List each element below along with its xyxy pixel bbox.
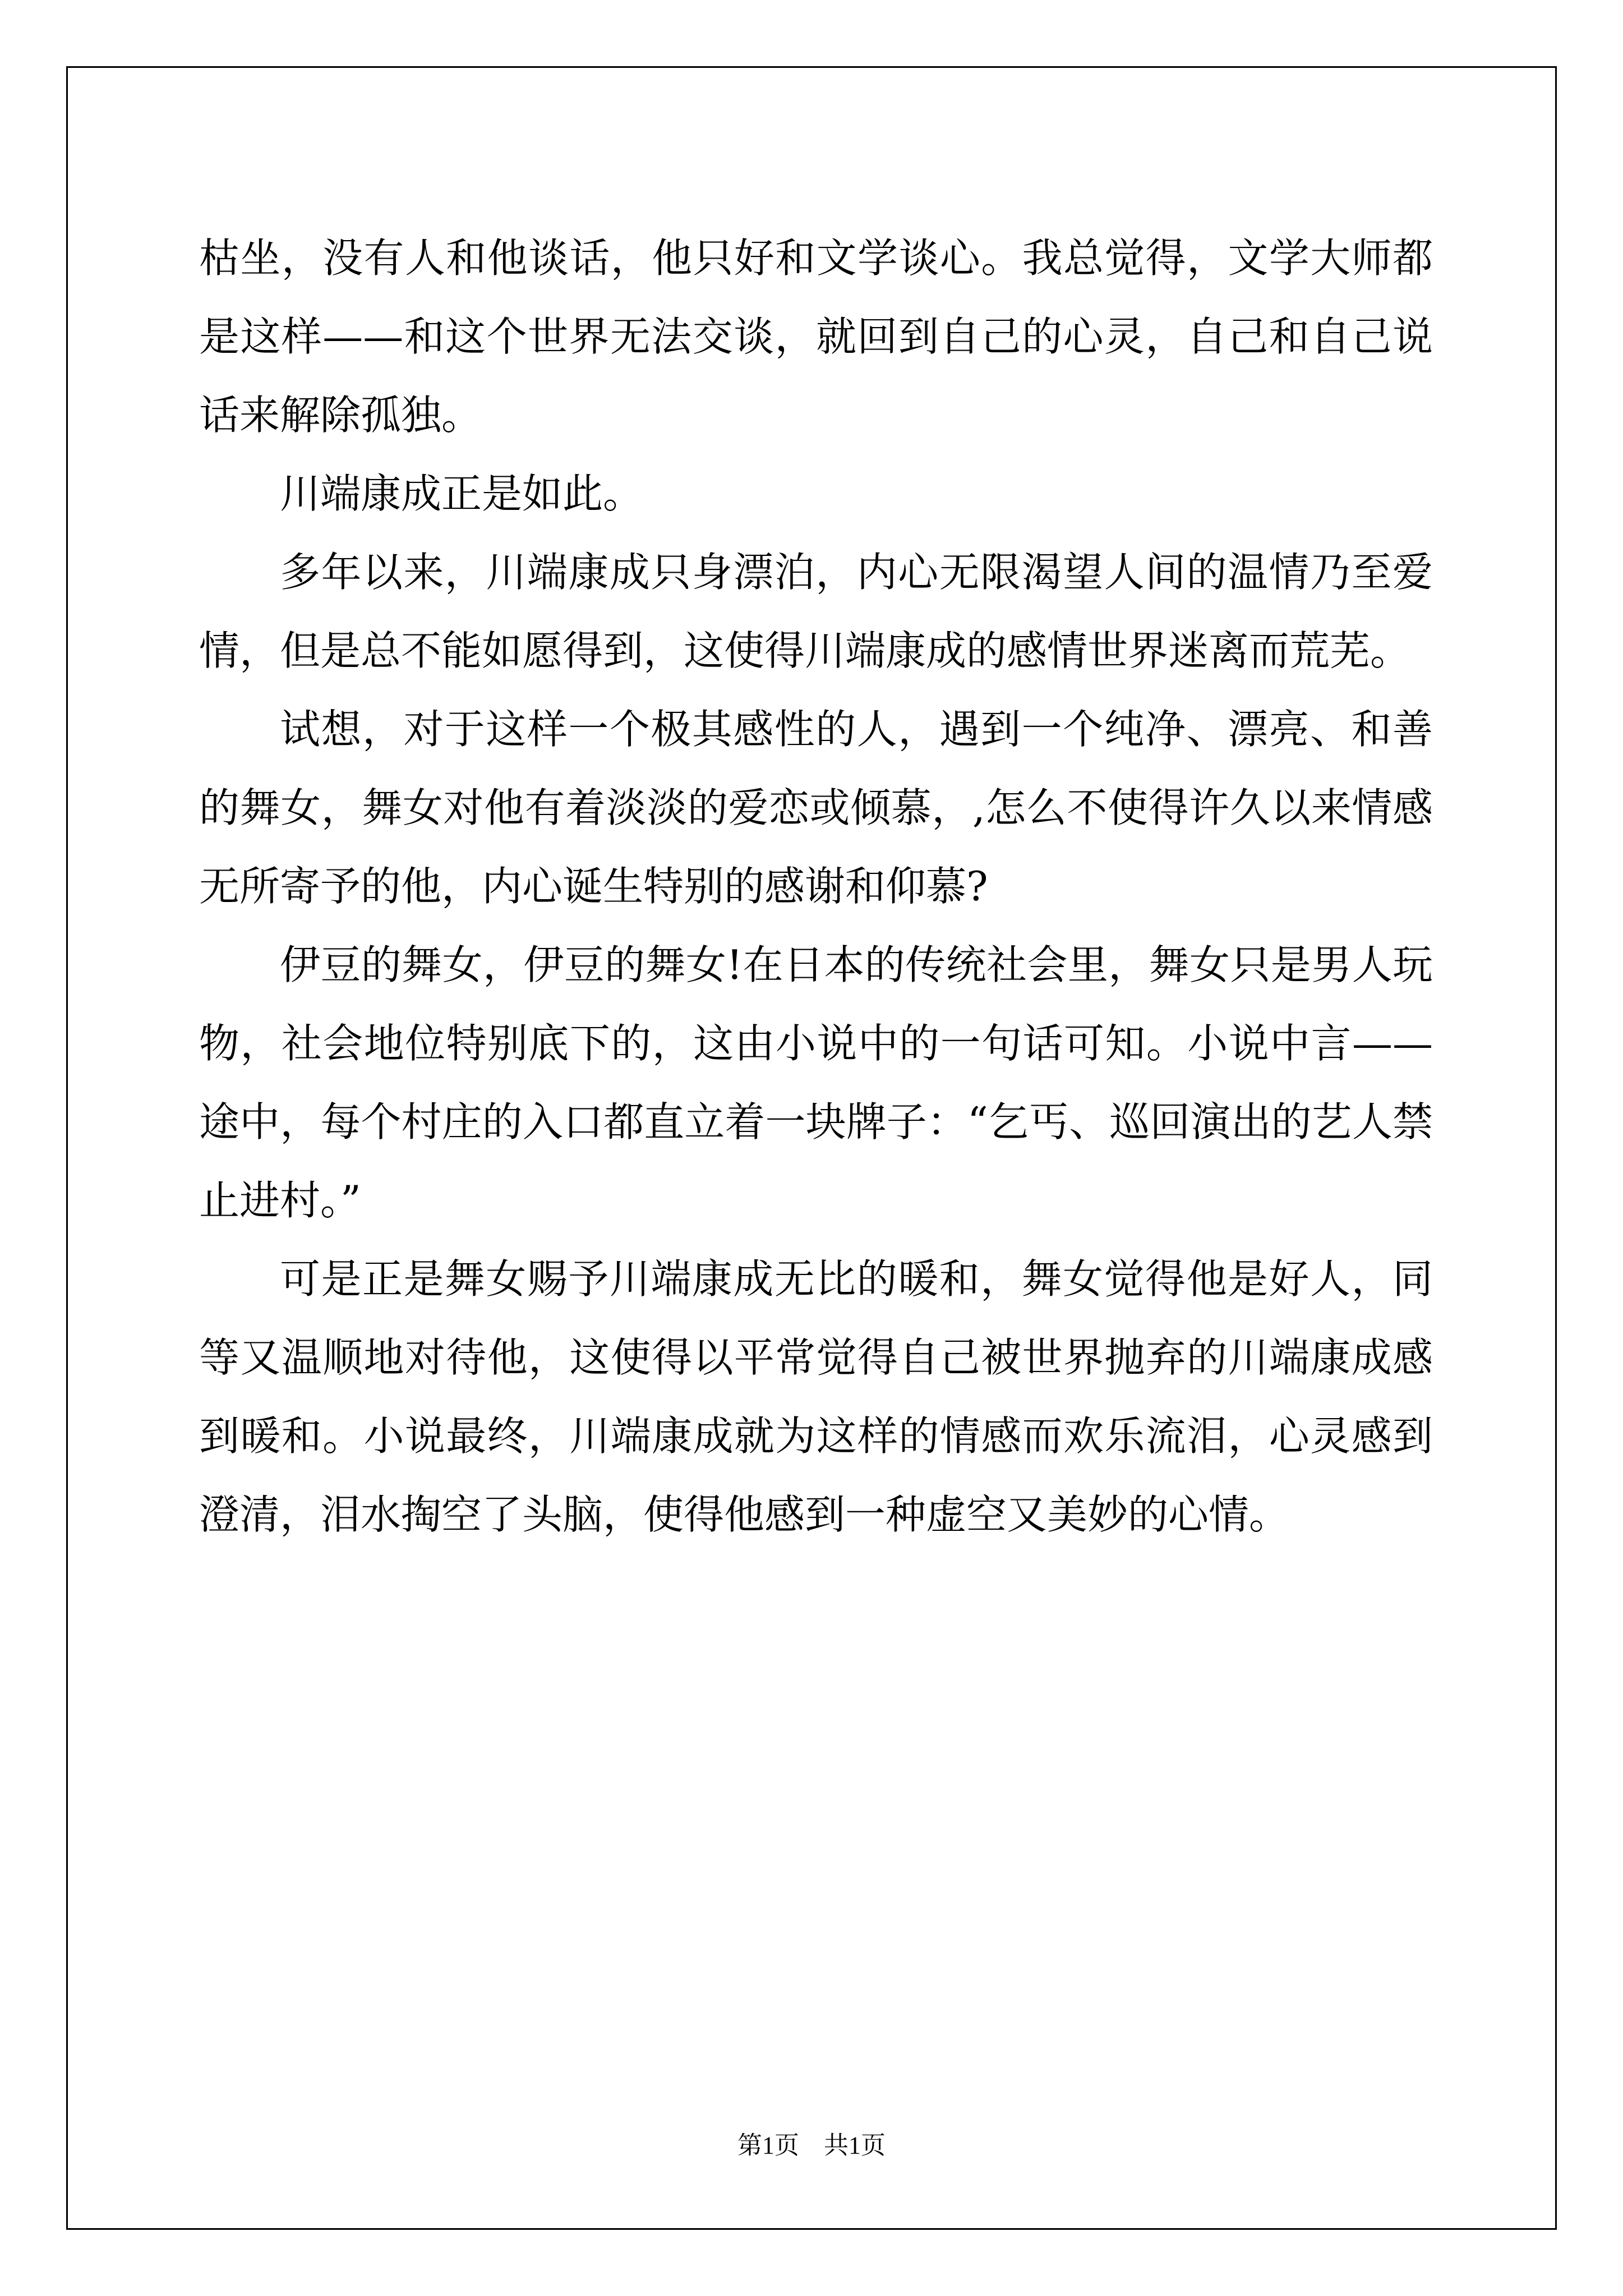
paragraph: 伊豆的舞女，伊豆的舞女!在日本的传统社会里，舞女只是男人玩物，社会地位特别底下的，这由小说中的一句话可知。小说中言——途中，每个村庄的入口都直立着一块牌子：“乞丐、巡回演出的艺人禁止进村。”	[199, 941, 1433, 1224]
page-number-footer: 第1页 共1页	[737, 2132, 886, 2159]
paragraph: 试想，对于这样一个极其感性的人，遇到一个纯净、漂亮、和善的舞女，舞女对他有着淡淡的爱恋或倾慕，,怎么不使得许久以来情感无所寄予的他，内心诞生特别的感谢和仰慕?	[199, 706, 1433, 910]
paragraph-continued: 枯坐，没有人和他谈话，他只好和文学谈心。我总觉得，文学大师都是这样——和这个世界无法交谈，就回到自己的心灵，自己和自己说话来解除孤独。	[199, 234, 1433, 439]
paragraph: 多年以来，川端康成只身漂泊，内心无限渴望人间的温情乃至爱情，但是总不能如愿得到，这使得川端康成的感情世界迷离而荒芜。	[199, 549, 1433, 674]
document-body	[199, 219, 1433, 1554]
paragraph: 可是正是舞女赐予川端康成无比的暖和，舞女觉得他是好人，同等又温顺地对待他，这使得以平常觉得自己被世界抛弃的川端康成感到暖和。小说最终，川端康成就为这样的情感而欢乐流泪，心灵感到澄清，泪水掏空了头脑，使得他感到一种虚空又美妙的心情。	[199, 1255, 1433, 1538]
paragraph: 川端康成正是如此。	[280, 470, 644, 517]
